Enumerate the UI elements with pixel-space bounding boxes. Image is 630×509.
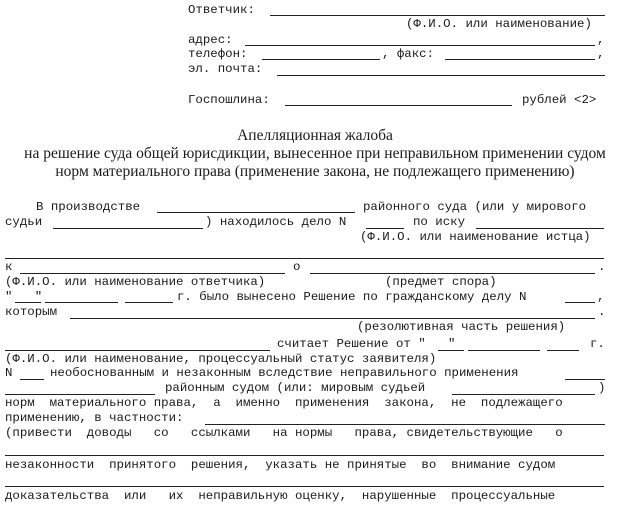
district-court-field[interactable] xyxy=(157,212,355,213)
period: . xyxy=(598,305,606,319)
appeal-day-field[interactable] xyxy=(438,350,464,351)
document-subtitle-1: на решение суда общей юрисдикции, вынесенное при неправильном применении судом xyxy=(24,145,606,162)
period: . xyxy=(598,260,606,274)
body-line7-b: г. было вынесено Решение по гражданскому делу N xyxy=(177,290,527,304)
decision-year-field[interactable] xyxy=(125,302,173,303)
fee-label: Госпошлина: xyxy=(188,93,270,107)
body-line5-b: о xyxy=(293,260,301,274)
appeal-year-field[interactable] xyxy=(547,350,579,351)
body-line14: норм материального права, а именно применения закона, не подлежащего xyxy=(5,396,563,410)
body-line1-a: В производстве xyxy=(36,200,141,214)
comma: , xyxy=(597,290,605,304)
civil-case-number-field[interactable] xyxy=(565,302,595,303)
court-name-field[interactable] xyxy=(565,379,605,380)
fax-label: , факс: xyxy=(382,47,435,61)
arguments-line-2[interactable] xyxy=(5,455,604,456)
decision-month-field[interactable] xyxy=(45,302,118,303)
fax-comma: , xyxy=(597,47,605,61)
respondent-hint: (Ф.И.О. или наименование) xyxy=(406,17,592,31)
body-line2-c: по иску xyxy=(413,215,466,229)
email-label: эл. почта: xyxy=(188,62,263,76)
plaintiff-continued-field[interactable] xyxy=(5,258,604,259)
defendant-hint: (Ф.И.О. или наименование ответчика) xyxy=(5,275,266,289)
body-line1-b: районного суда (или у мирового xyxy=(363,200,587,214)
document-title: Апелляционная жалоба xyxy=(237,127,393,144)
applicant-hint: (Ф.И.О. или наименование, процессуальный статус заявителя) xyxy=(5,352,437,366)
phone-field[interactable] xyxy=(262,59,380,60)
respondent-label: Ответчик: xyxy=(188,3,255,17)
body-line8-a: которым xyxy=(5,305,58,319)
operative-part-field[interactable] xyxy=(70,318,595,319)
body-line16: (привести доводы со ссылками на нормы права, свидетельствующие о xyxy=(5,426,563,440)
applicant-field[interactable] xyxy=(5,350,270,351)
document-subtitle-2: норм материального права (применение закона, не подлежащего применению) xyxy=(55,163,575,180)
appeal-month-field[interactable] xyxy=(468,350,540,351)
address-comma: , xyxy=(597,33,605,47)
body-line17: незаконности принятого решения, указать не принятые во внимание судом xyxy=(5,458,556,472)
body-line13-a: районным судом (или: мировым судьей xyxy=(165,381,426,395)
fee-field[interactable] xyxy=(285,105,512,106)
magistrate-name-field[interactable] xyxy=(452,394,595,395)
body-line2-a: судьи xyxy=(5,215,43,229)
email-field[interactable] xyxy=(277,75,605,76)
body-line13-b: ) xyxy=(598,381,606,395)
body-line12-a: N xyxy=(5,366,13,380)
decision-day-field[interactable] xyxy=(15,302,41,303)
arguments-field[interactable] xyxy=(205,424,605,425)
arguments-line-3[interactable] xyxy=(5,486,604,487)
body-line18: доказательства или их неправильную оценку, нарушенные процессуальные xyxy=(5,489,556,503)
body-line5-a: к xyxy=(5,260,13,274)
operative-part-hint: (резолютивная часть решения) xyxy=(357,320,566,334)
address-field[interactable] xyxy=(245,45,595,46)
magistrate-field[interactable] xyxy=(53,228,203,229)
address-label: адрес: xyxy=(188,33,233,47)
year-suffix: г. xyxy=(590,337,605,351)
respondent-name-field[interactable] xyxy=(270,15,605,16)
defendant-field[interactable] xyxy=(20,273,285,274)
dispute-subject-field[interactable] xyxy=(310,273,595,274)
case-number-field[interactable] xyxy=(366,228,404,229)
decision-number-field[interactable] xyxy=(20,379,44,380)
body-line2-b: ) находилось дело N xyxy=(205,215,347,229)
plaintiff-hint: (Ф.И.О. или наименование истца) xyxy=(360,230,591,244)
body-line10-a: считает Решение от " " xyxy=(277,337,456,351)
fax-field[interactable] xyxy=(445,59,595,60)
dispute-hint: (предмет спора) xyxy=(385,275,497,289)
fee-suffix: рублей <2> xyxy=(522,93,597,107)
phone-label: телефон: xyxy=(188,47,248,61)
court-name-continued-field[interactable] xyxy=(5,394,155,395)
date-quote: " " xyxy=(5,290,43,304)
body-line15: применению, в частности: xyxy=(5,411,184,425)
plaintiff-field[interactable] xyxy=(476,228,604,229)
body-line12-b: необоснованным и незаконным вследствие неправильного применения xyxy=(50,366,519,380)
